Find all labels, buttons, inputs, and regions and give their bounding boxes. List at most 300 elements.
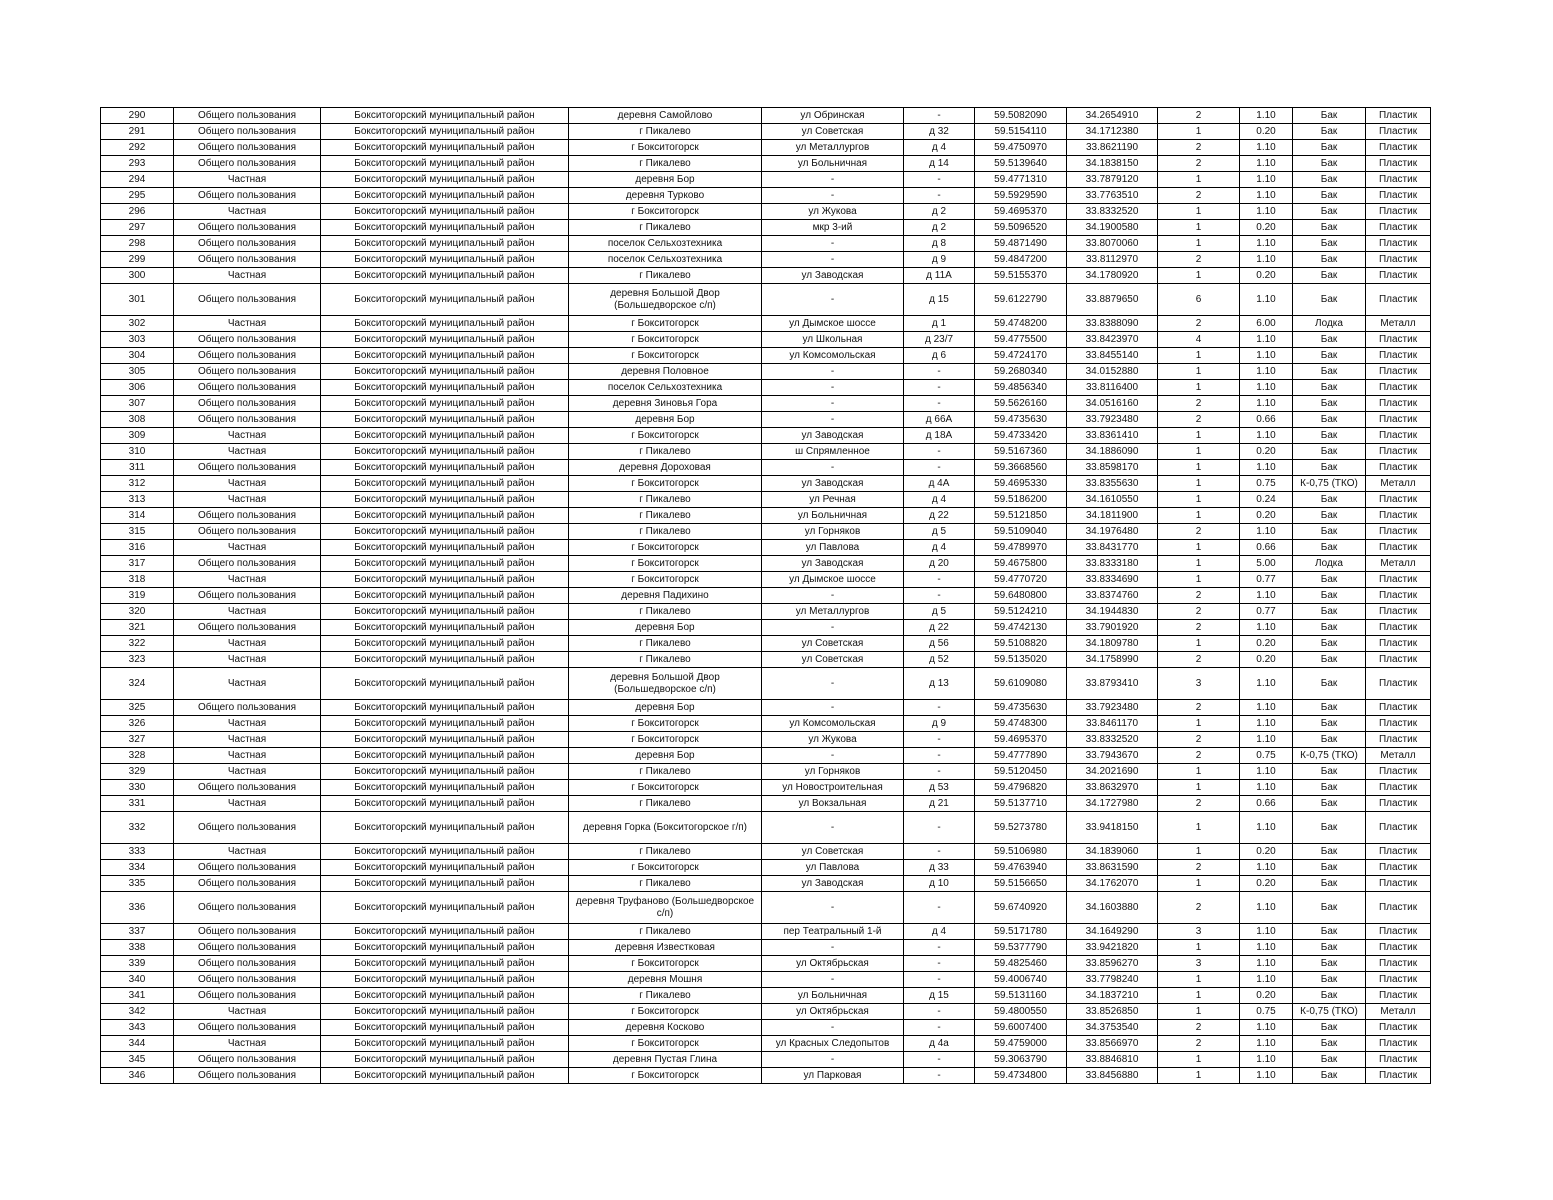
street-cell: ул Советская (762, 636, 904, 652)
row-number-cell: 341 (101, 988, 174, 1004)
longitude-cell: 33.8334690 (1067, 572, 1158, 588)
house-cell: д 66А (904, 412, 975, 428)
district-cell: Бокситогорский муниципальный район (321, 604, 569, 620)
house-cell: д 4 (904, 924, 975, 940)
container-type-cell: Бак (1293, 972, 1366, 988)
settlement-cell: деревня Бор (569, 620, 762, 636)
table-row (101, 844, 1431, 860)
container-type-cell: Бак (1293, 892, 1366, 924)
district-cell: Бокситогорский муниципальный район (321, 780, 569, 796)
container-volume-cell: 1.10 (1240, 460, 1293, 476)
row-number-cell: 305 (101, 364, 174, 380)
district-cell: Бокситогорский муниципальный район (321, 412, 569, 428)
street-cell: - (762, 412, 904, 428)
row-number-cell: 299 (101, 252, 174, 268)
street-cell: ул Металлургов (762, 140, 904, 156)
district-cell: Бокситогорский муниципальный район (321, 716, 569, 732)
district-cell: Бокситогорский муниципальный район (321, 492, 569, 508)
house-cell: д 13 (904, 668, 975, 700)
street-cell: ул Комсомольская (762, 348, 904, 364)
longitude-cell: 34.1839060 (1067, 844, 1158, 860)
street-cell: ул Дымское шоссе (762, 316, 904, 332)
district-cell: Бокситогорский муниципальный район (321, 668, 569, 700)
table-row (101, 236, 1431, 252)
container-material-cell: Пластик (1366, 460, 1431, 476)
container-volume-cell: 1.10 (1240, 1020, 1293, 1036)
settlement-cell: г Бокситогорск (569, 1068, 762, 1084)
street-cell: - (762, 236, 904, 252)
street-cell: - (762, 588, 904, 604)
settlement-cell: г Пикалево (569, 764, 762, 780)
house-cell: д 15 (904, 988, 975, 1004)
row-number-cell: 313 (101, 492, 174, 508)
latitude-cell: 59.5120450 (975, 764, 1067, 780)
district-cell: Бокситогорский муниципальный район (321, 1004, 569, 1020)
container-count-cell: 1 (1158, 940, 1240, 956)
latitude-cell: 59.5155370 (975, 268, 1067, 284)
container-count-cell: 1 (1158, 988, 1240, 1004)
row-number-cell: 294 (101, 172, 174, 188)
street-cell: ул Заводская (762, 476, 904, 492)
settlement-cell: г Пикалево (569, 508, 762, 524)
house-cell: д 4а (904, 1036, 975, 1052)
row-number-cell: 346 (101, 1068, 174, 1084)
longitude-cell: 33.8388090 (1067, 316, 1158, 332)
ownership-type-cell: Общего пользования (174, 924, 321, 940)
table-row (101, 1068, 1431, 1084)
street-cell: - (762, 812, 904, 844)
container-count-cell: 2 (1158, 588, 1240, 604)
longitude-cell: 33.8355630 (1067, 476, 1158, 492)
ownership-type-cell: Общего пользования (174, 780, 321, 796)
longitude-cell: 34.1837210 (1067, 988, 1158, 1004)
district-cell: Бокситогорский муниципальный район (321, 988, 569, 1004)
container-volume-cell: 1.10 (1240, 780, 1293, 796)
longitude-cell: 34.1944830 (1067, 604, 1158, 620)
container-volume-cell: 1.10 (1240, 972, 1293, 988)
district-cell: Бокситогорский муниципальный район (321, 652, 569, 668)
ownership-type-cell: Общего пользования (174, 1068, 321, 1084)
longitude-cell: 34.2654910 (1067, 108, 1158, 124)
container-volume-cell: 1.10 (1240, 812, 1293, 844)
row-number-cell: 333 (101, 844, 174, 860)
container-type-cell: Бак (1293, 204, 1366, 220)
row-number-cell: 329 (101, 764, 174, 780)
container-type-cell: Бак (1293, 636, 1366, 652)
settlement-cell: г Пикалево (569, 220, 762, 236)
street-cell: - (762, 972, 904, 988)
district-cell: Бокситогорский муниципальный район (321, 636, 569, 652)
ownership-type-cell: Частная (174, 572, 321, 588)
container-count-cell: 2 (1158, 1036, 1240, 1052)
container-volume-cell: 1.10 (1240, 252, 1293, 268)
table-row (101, 348, 1431, 364)
row-number-cell: 334 (101, 860, 174, 876)
container-material-cell: Пластик (1366, 220, 1431, 236)
container-volume-cell: 0.66 (1240, 412, 1293, 428)
ownership-type-cell: Частная (174, 204, 321, 220)
row-number-cell: 298 (101, 236, 174, 252)
street-cell: пер Театральный 1-й (762, 924, 904, 940)
container-material-cell: Пластик (1366, 876, 1431, 892)
longitude-cell: 34.0152880 (1067, 364, 1158, 380)
table-row (101, 892, 1431, 924)
longitude-cell: 34.1811900 (1067, 508, 1158, 524)
container-volume-cell: 1.10 (1240, 924, 1293, 940)
table-row (101, 860, 1431, 876)
ownership-type-cell: Общего пользования (174, 156, 321, 172)
street-cell: - (762, 172, 904, 188)
latitude-cell: 59.4695370 (975, 204, 1067, 220)
house-cell: д 22 (904, 508, 975, 524)
container-count-cell: 1 (1158, 492, 1240, 508)
table-row (101, 652, 1431, 668)
settlement-cell: деревня Половное (569, 364, 762, 380)
container-volume-cell: 1.10 (1240, 108, 1293, 124)
latitude-cell: 59.4695370 (975, 732, 1067, 748)
container-count-cell: 3 (1158, 956, 1240, 972)
container-type-cell: Бак (1293, 172, 1366, 188)
latitude-cell: 59.4733420 (975, 428, 1067, 444)
row-number-cell: 297 (101, 220, 174, 236)
district-cell: Бокситогорский муниципальный район (321, 892, 569, 924)
district-cell: Бокситогорский муниципальный район (321, 332, 569, 348)
container-volume-cell: 1.10 (1240, 188, 1293, 204)
district-cell: Бокситогорский муниципальный район (321, 700, 569, 716)
latitude-cell: 59.4759000 (975, 1036, 1067, 1052)
street-cell: ул Красных Следопытов (762, 1036, 904, 1052)
district-cell: Бокситогорский муниципальный район (321, 940, 569, 956)
container-count-cell: 1 (1158, 124, 1240, 140)
container-type-cell: Бак (1293, 444, 1366, 460)
district-cell: Бокситогорский муниципальный район (321, 796, 569, 812)
house-cell: д 2 (904, 220, 975, 236)
row-number-cell: 295 (101, 188, 174, 204)
settlement-cell: поселок Сельхозтехника (569, 252, 762, 268)
container-count-cell: 1 (1158, 812, 1240, 844)
container-volume-cell: 1.10 (1240, 668, 1293, 700)
longitude-cell: 33.8116400 (1067, 380, 1158, 396)
container-material-cell: Пластик (1366, 1036, 1431, 1052)
container-volume-cell: 5.00 (1240, 556, 1293, 572)
ownership-type-cell: Общего пользования (174, 188, 321, 204)
latitude-cell: 59.5121850 (975, 508, 1067, 524)
longitude-cell: 34.1838150 (1067, 156, 1158, 172)
ownership-type-cell: Частная (174, 172, 321, 188)
ownership-type-cell: Общего пользования (174, 972, 321, 988)
container-material-cell: Пластик (1366, 620, 1431, 636)
district-cell: Бокситогорский муниципальный район (321, 620, 569, 636)
settlement-cell: г Пикалево (569, 636, 762, 652)
settlement-cell: деревня Падихино (569, 588, 762, 604)
row-number-cell: 337 (101, 924, 174, 940)
row-number-cell: 343 (101, 1020, 174, 1036)
street-cell: - (762, 620, 904, 636)
ownership-type-cell: Частная (174, 668, 321, 700)
district-cell: Бокситогорский муниципальный район (321, 860, 569, 876)
container-material-cell: Пластик (1366, 444, 1431, 460)
street-cell: - (762, 380, 904, 396)
house-cell: - (904, 1068, 975, 1084)
district-cell: Бокситогорский муниципальный район (321, 364, 569, 380)
longitude-cell: 34.1886090 (1067, 444, 1158, 460)
container-count-cell: 1 (1158, 556, 1240, 572)
ownership-type-cell: Общего пользования (174, 124, 321, 140)
latitude-cell: 59.4789970 (975, 540, 1067, 556)
row-number-cell: 324 (101, 668, 174, 700)
table-row (101, 268, 1431, 284)
latitude-cell: 59.5139640 (975, 156, 1067, 172)
longitude-cell: 33.8566970 (1067, 1036, 1158, 1052)
street-cell: ул Заводская (762, 428, 904, 444)
house-cell: д 53 (904, 780, 975, 796)
settlement-cell: г Бокситогорск (569, 780, 762, 796)
container-material-cell: Пластик (1366, 892, 1431, 924)
container-volume-cell: 1.10 (1240, 892, 1293, 924)
row-number-cell: 335 (101, 876, 174, 892)
ownership-type-cell: Частная (174, 316, 321, 332)
longitude-cell: 34.1780920 (1067, 268, 1158, 284)
street-cell: - (762, 668, 904, 700)
settlement-cell: г Пикалево (569, 124, 762, 140)
ownership-type-cell: Общего пользования (174, 252, 321, 268)
row-number-cell: 304 (101, 348, 174, 364)
house-cell: - (904, 444, 975, 460)
container-count-cell: 1 (1158, 844, 1240, 860)
container-count-cell: 1 (1158, 1052, 1240, 1068)
container-count-cell: 1 (1158, 572, 1240, 588)
longitude-cell: 33.8423970 (1067, 332, 1158, 348)
container-count-cell: 2 (1158, 316, 1240, 332)
latitude-cell: 59.6740920 (975, 892, 1067, 924)
container-type-cell: Бак (1293, 220, 1366, 236)
longitude-cell: 33.8374760 (1067, 588, 1158, 604)
row-number-cell: 332 (101, 812, 174, 844)
row-number-cell: 307 (101, 396, 174, 412)
house-cell: д 5 (904, 604, 975, 620)
latitude-cell: 59.3063790 (975, 1052, 1067, 1068)
container-count-cell: 1 (1158, 876, 1240, 892)
container-sites-table (100, 107, 1431, 1084)
container-type-cell: Бак (1293, 652, 1366, 668)
container-type-cell: Бак (1293, 732, 1366, 748)
longitude-cell: 33.7879120 (1067, 172, 1158, 188)
settlement-cell: поселок Сельхозтехника (569, 380, 762, 396)
settlement-cell: деревня Турково (569, 188, 762, 204)
longitude-cell: 33.8526850 (1067, 1004, 1158, 1020)
container-count-cell: 1 (1158, 172, 1240, 188)
street-cell: ул Советская (762, 652, 904, 668)
container-type-cell: Бак (1293, 364, 1366, 380)
container-volume-cell: 0.20 (1240, 636, 1293, 652)
container-count-cell: 2 (1158, 652, 1240, 668)
container-volume-cell: 1.10 (1240, 1036, 1293, 1052)
container-volume-cell: 1.10 (1240, 588, 1293, 604)
district-cell: Бокситогорский муниципальный район (321, 348, 569, 364)
latitude-cell: 59.5131160 (975, 988, 1067, 1004)
house-cell: д 23/7 (904, 332, 975, 348)
ownership-type-cell: Общего пользования (174, 284, 321, 316)
street-cell: - (762, 1052, 904, 1068)
row-number-cell: 292 (101, 140, 174, 156)
container-type-cell: Лодка (1293, 316, 1366, 332)
table-row (101, 796, 1431, 812)
latitude-cell: 59.4724170 (975, 348, 1067, 364)
container-volume-cell: 1.10 (1240, 1052, 1293, 1068)
table-row (101, 540, 1431, 556)
district-cell: Бокситогорский муниципальный район (321, 540, 569, 556)
latitude-cell: 59.4796820 (975, 780, 1067, 796)
container-count-cell: 1 (1158, 236, 1240, 252)
longitude-cell: 34.1610550 (1067, 492, 1158, 508)
district-cell: Бокситогорский муниципальный район (321, 476, 569, 492)
ownership-type-cell: Общего пользования (174, 860, 321, 876)
container-count-cell: 2 (1158, 188, 1240, 204)
latitude-cell: 59.4748300 (975, 716, 1067, 732)
district-cell: Бокситогорский муниципальный район (321, 572, 569, 588)
settlement-cell: г Бокситогорск (569, 732, 762, 748)
container-volume-cell: 0.75 (1240, 476, 1293, 492)
house-cell: - (904, 364, 975, 380)
container-count-cell: 1 (1158, 636, 1240, 652)
container-volume-cell: 1.10 (1240, 236, 1293, 252)
ownership-type-cell: Общего пользования (174, 700, 321, 716)
container-material-cell: Пластик (1366, 972, 1431, 988)
ownership-type-cell: Общего пользования (174, 508, 321, 524)
container-type-cell: Бак (1293, 924, 1366, 940)
district-cell: Бокситогорский муниципальный район (321, 556, 569, 572)
ownership-type-cell: Частная (174, 604, 321, 620)
district-cell: Бокситогорский муниципальный район (321, 732, 569, 748)
container-material-cell: Пластик (1366, 780, 1431, 796)
street-cell: - (762, 252, 904, 268)
house-cell: - (904, 396, 975, 412)
container-volume-cell: 1.10 (1240, 524, 1293, 540)
house-cell: д 6 (904, 348, 975, 364)
ownership-type-cell: Общего пользования (174, 892, 321, 924)
table-row (101, 476, 1431, 492)
district-cell: Бокситогорский муниципальный район (321, 172, 569, 188)
container-material-cell: Пластик (1366, 1020, 1431, 1036)
row-number-cell: 318 (101, 572, 174, 588)
longitude-cell: 34.1758990 (1067, 652, 1158, 668)
container-type-cell: Бак (1293, 284, 1366, 316)
container-material-cell: Пластик (1366, 380, 1431, 396)
settlement-cell: деревня Труфаново (Большедворское с/п) (569, 892, 762, 924)
row-number-cell: 340 (101, 972, 174, 988)
ownership-type-cell: Частная (174, 1004, 321, 1020)
district-cell: Бокситогорский муниципальный район (321, 444, 569, 460)
container-count-cell: 1 (1158, 476, 1240, 492)
settlement-cell: г Пикалево (569, 268, 762, 284)
table-row (101, 252, 1431, 268)
container-count-cell: 1 (1158, 444, 1240, 460)
container-type-cell: Бак (1293, 988, 1366, 1004)
container-material-cell: Пластик (1366, 988, 1431, 1004)
latitude-cell: 59.6109080 (975, 668, 1067, 700)
row-number-cell: 320 (101, 604, 174, 620)
container-material-cell: Пластик (1366, 204, 1431, 220)
container-type-cell: Бак (1293, 876, 1366, 892)
settlement-cell: г Бокситогорск (569, 1036, 762, 1052)
table-row (101, 1052, 1431, 1068)
row-number-cell: 321 (101, 620, 174, 636)
settlement-cell: г Бокситогорск (569, 556, 762, 572)
settlement-cell: деревня Большой Двор (Большедворское с/п) (569, 284, 762, 316)
container-count-cell: 2 (1158, 604, 1240, 620)
ownership-type-cell: Частная (174, 428, 321, 444)
table-row (101, 204, 1431, 220)
container-volume-cell: 1.10 (1240, 956, 1293, 972)
street-cell: - (762, 940, 904, 956)
street-cell: ул Обринская (762, 108, 904, 124)
container-count-cell: 1 (1158, 764, 1240, 780)
container-count-cell: 2 (1158, 732, 1240, 748)
longitude-cell: 34.1762070 (1067, 876, 1158, 892)
ownership-type-cell: Частная (174, 748, 321, 764)
container-volume-cell: 1.10 (1240, 204, 1293, 220)
settlement-cell: г Пикалево (569, 604, 762, 620)
latitude-cell: 59.5626160 (975, 396, 1067, 412)
container-count-cell: 1 (1158, 972, 1240, 988)
container-material-cell: Пластик (1366, 492, 1431, 508)
district-cell: Бокситогорский муниципальный район (321, 1036, 569, 1052)
district-cell: Бокситогорский муниципальный район (321, 204, 569, 220)
ownership-type-cell: Частная (174, 444, 321, 460)
row-number-cell: 301 (101, 284, 174, 316)
latitude-cell: 59.2680340 (975, 364, 1067, 380)
container-count-cell: 2 (1158, 108, 1240, 124)
container-volume-cell: 1.10 (1240, 284, 1293, 316)
latitude-cell: 59.4771310 (975, 172, 1067, 188)
latitude-cell: 59.5082090 (975, 108, 1067, 124)
container-count-cell: 4 (1158, 332, 1240, 348)
container-count-cell: 1 (1158, 716, 1240, 732)
container-volume-cell: 0.20 (1240, 124, 1293, 140)
house-cell: д 4 (904, 540, 975, 556)
row-number-cell: 315 (101, 524, 174, 540)
row-number-cell: 339 (101, 956, 174, 972)
table-row (101, 700, 1431, 716)
table-row (101, 428, 1431, 444)
container-material-cell: Пластик (1366, 636, 1431, 652)
street-cell: - (762, 188, 904, 204)
district-cell: Бокситогорский муниципальный район (321, 380, 569, 396)
street-cell: ул Металлургов (762, 604, 904, 620)
container-type-cell: Бак (1293, 108, 1366, 124)
container-type-cell: Бак (1293, 956, 1366, 972)
street-cell: ул Горняков (762, 764, 904, 780)
container-volume-cell: 1.10 (1240, 732, 1293, 748)
table-row (101, 620, 1431, 636)
container-type-cell: Бак (1293, 764, 1366, 780)
longitude-cell: 34.1712380 (1067, 124, 1158, 140)
house-cell: д 11А (904, 268, 975, 284)
ownership-type-cell: Общего пользования (174, 812, 321, 844)
settlement-cell: г Бокситогорск (569, 860, 762, 876)
longitude-cell: 34.1649290 (1067, 924, 1158, 940)
latitude-cell: 59.5135020 (975, 652, 1067, 668)
house-cell: - (904, 812, 975, 844)
container-count-cell: 2 (1158, 748, 1240, 764)
longitude-cell: 34.1809780 (1067, 636, 1158, 652)
table-body (101, 108, 1431, 1084)
ownership-type-cell: Общего пользования (174, 220, 321, 236)
container-material-cell: Пластик (1366, 348, 1431, 364)
container-volume-cell: 1.10 (1240, 332, 1293, 348)
container-type-cell: Бак (1293, 1052, 1366, 1068)
latitude-cell: 59.5273780 (975, 812, 1067, 844)
